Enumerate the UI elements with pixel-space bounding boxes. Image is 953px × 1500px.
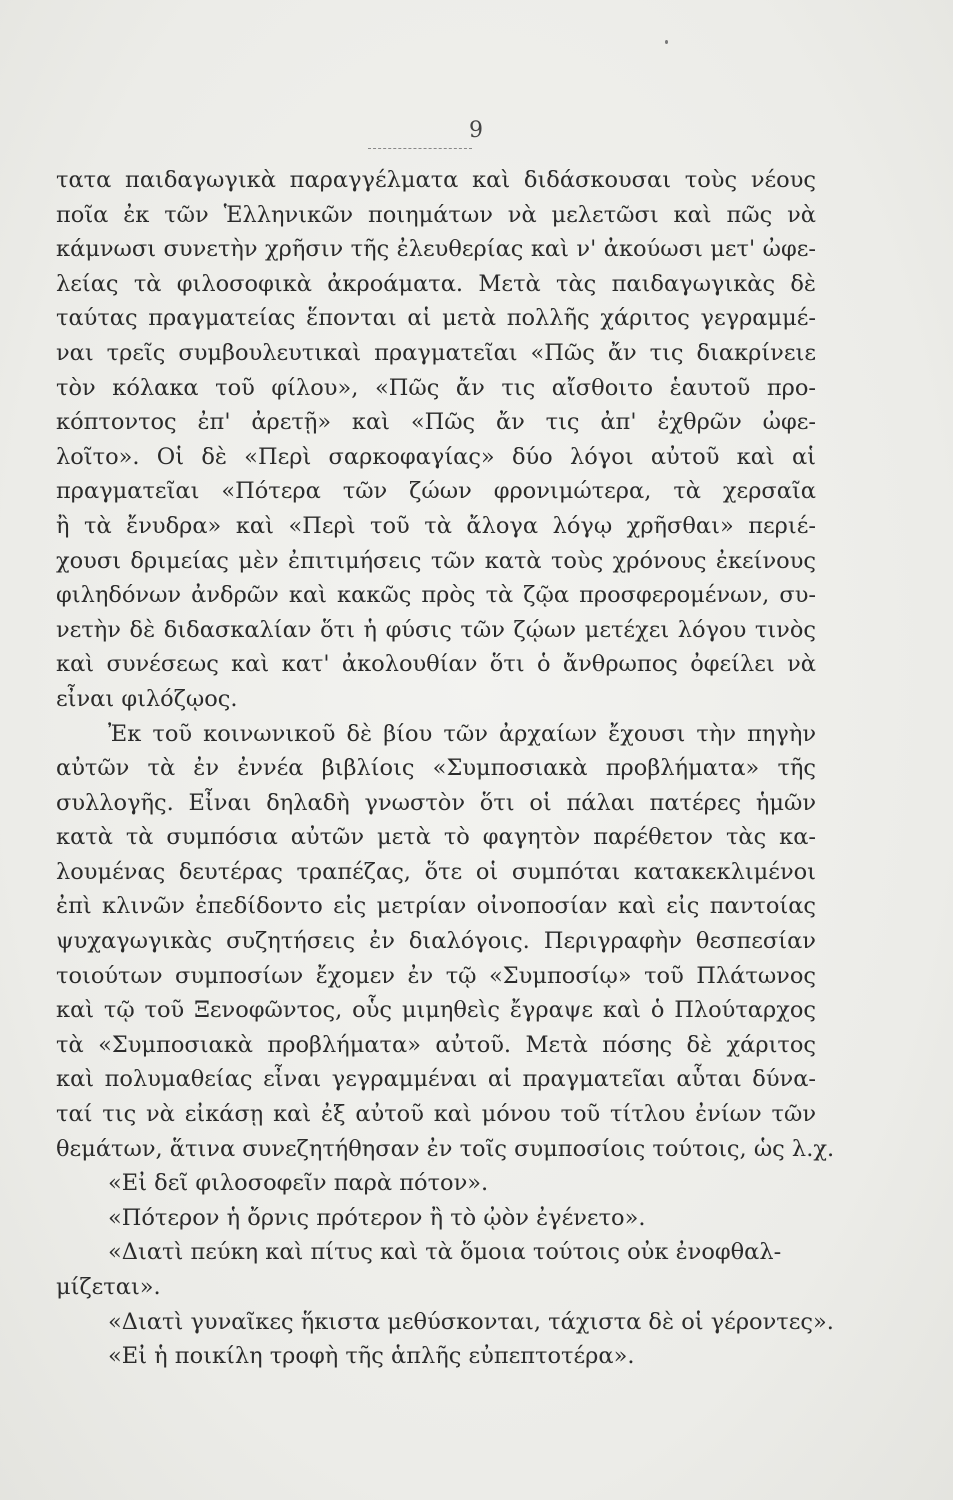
text-line: χουσι δριμείας μὲν ἐπιτιμήσεις τῶν κατὰ τοὺς χρόνους ἐκείνους (56, 547, 816, 574)
text-line: ταύτας πραγματείας ἕπονται αἱ μετὰ πολλῆς χάριτος γεγραμμέ- (56, 305, 816, 332)
text-line: τατα παιδαγωγικὰ παραγγέλματα καὶ διδάσκουσαι τοὺς νέους (56, 167, 816, 193)
text-line: κάμνωσι συνετὴν χρῆσιν τῆς ἐλευθερίας καὶ ν' ἀκούωσι μετ' ὠφε- (56, 236, 816, 263)
text-line: πραγματεῖαι «Πότερα τῶν ζώων φρονιμώτερα, τὰ χερσαῖα (56, 478, 816, 505)
text-line: λείας τὰ φιλοσοφικὰ ἀκροάματα. Μετὰ τὰς παιδαγωγικὰς δὲ (56, 270, 816, 297)
quoted-title-line: «Διατὶ γυναῖκες ἥκιστα μεθύσκονται, τάχιστα δὲ οἱ γέροντες». (108, 1308, 834, 1335)
text-line: ἐπὶ κλινῶν ἐπεδίδοντο εἰς μετρίαν οἰνοποσίαν καὶ εἰς παντοίας (56, 893, 816, 920)
text-line: τὸν κόλακα τοῦ φίλου», «Πῶς ἄν τις αἴσθοιτο ἑαυτοῦ προ- (56, 374, 816, 401)
text-line: κόπτοντος ἐπ' ἀρετῇ» καὶ «Πῶς ἄν τις ἀπ' ἐχθρῶν ὠφε- (56, 409, 816, 436)
text-line: λουμένας δευτέρας τραπέζας, ὅτε οἱ συμπόται κατακεκλιμένοι (56, 858, 816, 885)
text-line: κατὰ τὰ συμπόσια αὐτῶν μετὰ τὸ φαγητὸν παρέθετον τὰς κα- (56, 824, 816, 851)
text-line: τοιούτων συμποσίων ἔχομεν ἐν τῷ «Συμποσίῳ» τοῦ Πλάτωνος (56, 962, 816, 989)
quoted-title-continuation: μίζεται». (56, 1274, 161, 1300)
text-line: νετὴν δὲ διδασκαλίαν ὅτι ἡ φύσις τῶν ζῴων μετέχει λόγου τινὸς (56, 616, 816, 643)
text-line: ποῖα ἐκ τῶν Ἑλληνικῶν ποιημάτων νὰ μελετῶσι καὶ πῶς νὰ (56, 201, 816, 228)
quoted-title-line: «Εἰ δεῖ φιλοσοφεῖν παρὰ πότον». (108, 1170, 489, 1197)
header-rule (368, 148, 472, 149)
text-line: θεμάτων, ἅτινα συνεζητήθησαν ἐν τοῖς συμποσίοις τούτοις, ὡς λ.χ. (56, 1135, 835, 1162)
text-line: ναι τρεῖς συμβουλευτικαὶ πραγματεῖαι «Πῶς ἄν τις διακρίνειε (56, 339, 816, 366)
text-line: καὶ συνέσεως καὶ κατ' ἀκολουθίαν ὅτι ὁ ἄνθρωπος ὀφείλει νὰ (56, 651, 816, 678)
text-line: λοῖτο». Οἱ δὲ «Περὶ σαρκοφαγίας» δύο λόγοι αὐτοῦ καὶ αἱ (56, 443, 816, 470)
page-number: 9 (469, 118, 484, 143)
paragraph-end-line: εἶναι φιλόζῳος. (56, 685, 238, 712)
text-line: καὶ πολυμαθείας εἶναι γεγραμμέναι αἱ πραγματεῖαι αὗται δύνα- (56, 1066, 816, 1093)
ink-speck (665, 40, 668, 44)
text-line: φιληδόνων ἀνδρῶν καὶ κακῶς πρὸς τὰ ζῷα προσφερομένων, συ- (56, 582, 816, 609)
text-line: καὶ τῷ τοῦ Ξενοφῶντος, οὗς μιμηθεὶς ἔγραψε καὶ ὁ Πλούταρχος (56, 997, 816, 1024)
paragraph-start-line: Ἐκ τοῦ κοινωνικοῦ δὲ βίου τῶν ἀρχαίων ἔχουσι τὴν πηγὴν (108, 720, 816, 747)
quoted-title-line: «Διατὶ πεύκη καὶ πίτυς καὶ τὰ ὅμοια τούτοις οὐκ ἐνοφθαλ- (108, 1239, 782, 1266)
quoted-title-line: «Εἰ ἡ ποικίλη τροφὴ τῆς ἁπλῆς εὐπεπτοτέρα». (108, 1343, 635, 1370)
text-line: αὐτῶν τὰ ἐν ἐννέα βιβλίοις «Συμποσιακὰ προβλήματα» τῆς (56, 755, 816, 782)
body-text (56, 163, 835, 1374)
text-line: ψυχαγωγικὰς συζητήσεις ἐν διαλόγοις. Περιγραφὴν θεσπεσίαν (56, 928, 816, 955)
text-line: τὰ «Συμποσιακὰ προβλήματα» αὐτοῦ. Μετὰ πόσης δὲ χάριτος (56, 1031, 816, 1058)
quoted-title-line: «Πότερον ἡ ὄρνις πρότερον ἢ τὸ ᾠὸν ἐγένετο». (108, 1204, 646, 1231)
text-line: συλλογῆς. Εἶναι δηλαδὴ γνωστὸν ὅτι οἱ πάλαι πατέρες ἡμῶν (56, 789, 816, 816)
text-line: ταί τις νὰ εἰκάσῃ καὶ ἐξ αὐτοῦ καὶ μόνου τοῦ τίτλου ἐνίων τῶν (56, 1101, 816, 1128)
text-line: ἢ τὰ ἔνυδρα» καὶ «Περὶ τοῦ τὰ ἄλογα λόγῳ χρῆσθαι» περιέ- (56, 512, 816, 539)
